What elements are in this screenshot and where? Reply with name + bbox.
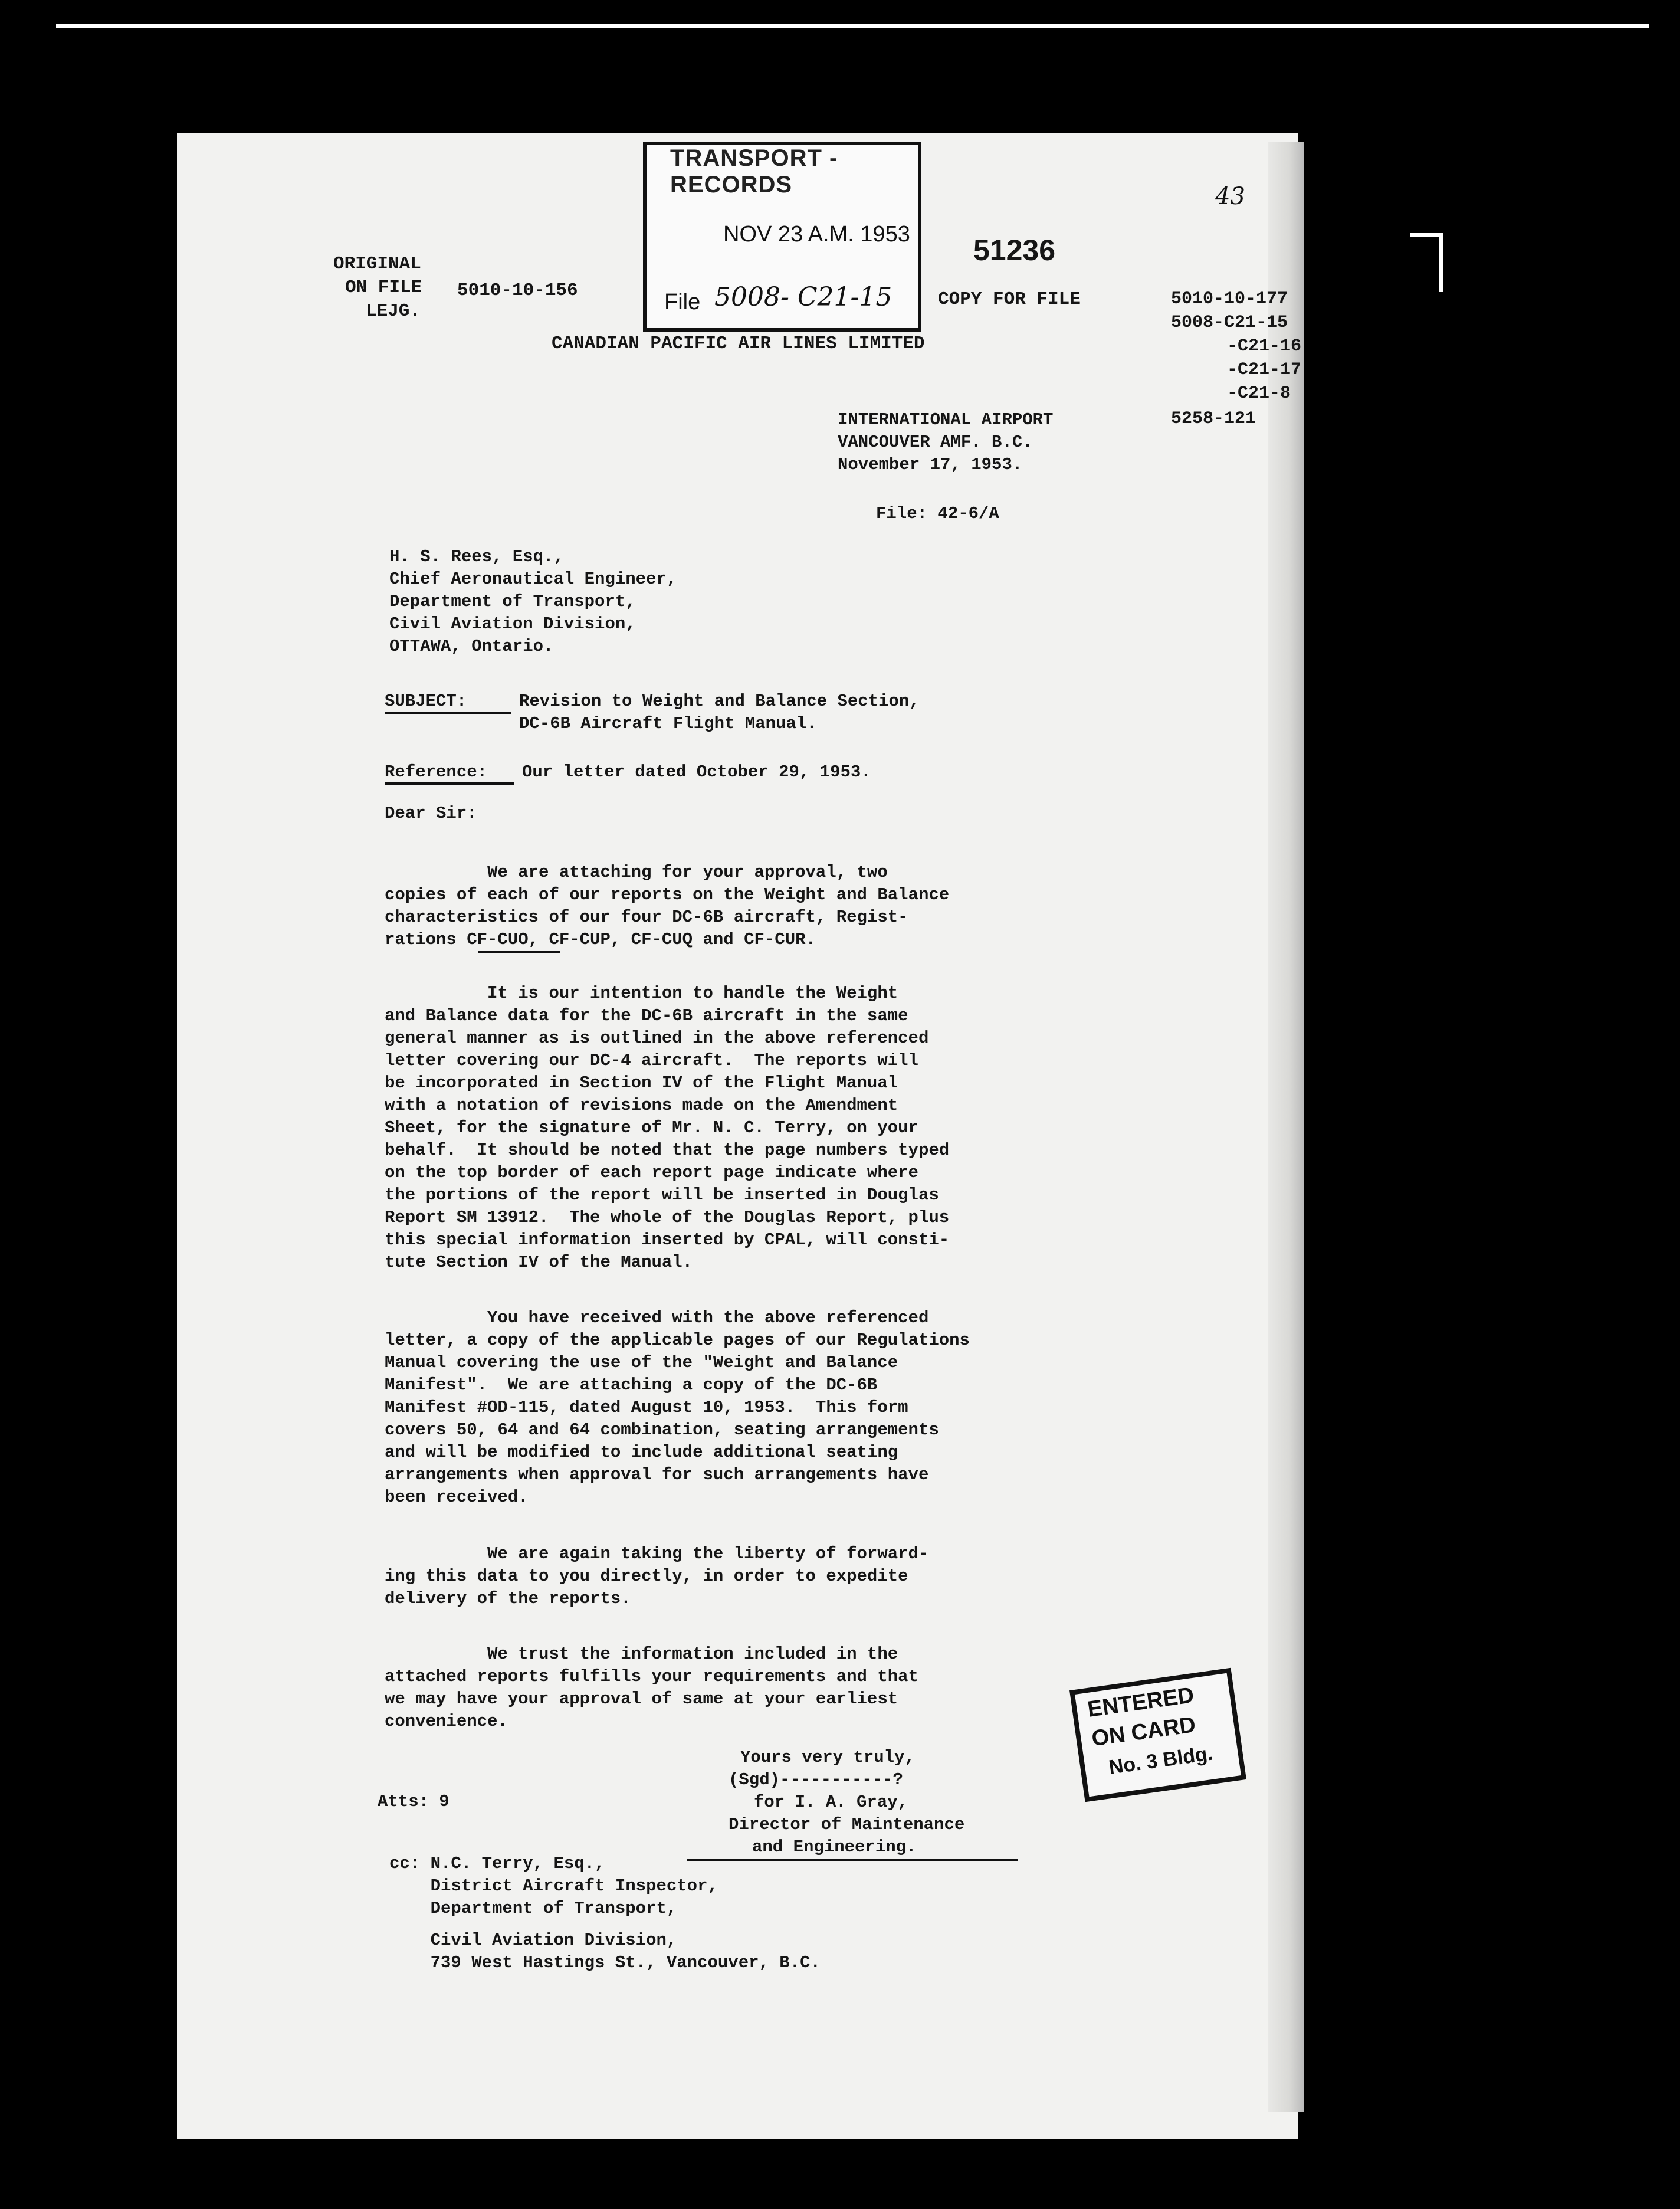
paragraph-line: arrangements when approval for such arrangements have <box>385 1465 929 1484</box>
paragraph-line: this special information inserted by CPAL, will consti- <box>385 1230 950 1250</box>
paragraph-line: tute Section IV of the Manual. <box>385 1253 693 1272</box>
recipient-line: Civil Aviation Division, <box>389 614 636 634</box>
paragraph-line: ing this data to you directly, in order to expedite <box>385 1566 908 1586</box>
recipient-line: Chief Aeronautical Engineer, <box>389 569 677 589</box>
top-right-handwritten-mark: 43 <box>1215 183 1245 210</box>
stamp-file-handwritten: 5008- C21-15 <box>714 282 892 312</box>
transport-records-stamp <box>643 142 921 332</box>
original-on-file-line-1: ORIGINAL <box>333 254 421 274</box>
recipient-line: OTTAWA, Ontario. <box>389 637 554 656</box>
paragraph-line: delivery of the reports. <box>385 1589 631 1608</box>
paragraph-line: and will be modified to include additional seating <box>385 1443 898 1462</box>
paragraph-line: We trust the information included in the <box>385 1644 898 1664</box>
paragraph-line: We are again taking the liberty of forward- <box>385 1544 929 1564</box>
cc-line: Civil Aviation Division, <box>389 1931 677 1950</box>
paragraph-line: attached reports fulfills your requirements and that <box>385 1667 918 1686</box>
paragraph-line: convenience. <box>385 1712 508 1731</box>
reference-underline <box>385 782 514 785</box>
reference-text: Our letter dated October 29, 1953. <box>522 762 871 782</box>
cc-line: District Aircraft Inspector, <box>389 1876 718 1896</box>
closing-signature: (Sgd)-----------? <box>729 1770 903 1790</box>
stamp-file-label: File <box>664 290 701 314</box>
paragraph-line: behalf. It should be noted that the page numbers typed <box>385 1140 950 1160</box>
file-ref-list-5: -C21-8 <box>1227 384 1291 404</box>
recipient-line: H. S. Rees, Esq., <box>389 547 564 566</box>
closing-for: for I. A. Gray, <box>754 1792 908 1812</box>
closing-title-2: and Engineering. <box>752 1837 917 1857</box>
paragraph-line: the portions of the report will be inserted in Douglas <box>385 1185 939 1205</box>
file-ref-list-6: 5258-121 <box>1171 409 1256 429</box>
attachments-count: Atts: 9 <box>378 1792 449 1811</box>
paragraph-line: Manifest". We are attaching a copy of the DC-6B <box>385 1375 878 1395</box>
cc-line: Department of Transport, <box>389 1899 677 1918</box>
stamp2-line-3: No. 3 Bldg. <box>1107 1742 1215 1779</box>
paragraph-line: letter, a copy of the applicable pages of our Regulations <box>385 1330 970 1350</box>
paragraph-line: been received. <box>385 1487 529 1507</box>
file-reference: File: 42-6/A <box>876 504 999 523</box>
closing-title-1: Director of Maintenance <box>729 1815 965 1834</box>
address-line-2: VANCOUVER AMF. B.C. <box>838 432 1033 452</box>
crop-mark <box>1410 233 1443 237</box>
paragraph-line: Sheet, for the signature of Mr. N. C. Terry, on your <box>385 1118 918 1138</box>
subject-line-1: Revision to Weight and Balance Section, <box>519 691 920 711</box>
address-line-1: INTERNATIONAL AIRPORT <box>838 410 1054 430</box>
stamp2-line-2: ON CARD <box>1090 1712 1197 1752</box>
paragraph-line: on the top border of each report page indicate where <box>385 1163 918 1182</box>
paragraph-line: general manner as is outlined in the above referenced <box>385 1028 929 1048</box>
attached-sheet-edge <box>1268 142 1304 2112</box>
paragraph-line: with a notation of revisions made on the Amendment <box>385 1096 898 1115</box>
subject-label: SUBJECT: <box>385 691 467 711</box>
entered-on-card-stamp <box>1069 1668 1246 1802</box>
paragraph-line: and Balance data for the DC-6B aircraft in the same <box>385 1006 908 1025</box>
paragraph-line: Report SM 13912. The whole of the Douglas Report, plus <box>385 1208 950 1227</box>
paragraph-line: letter covering our DC-4 aircraft. The reports will <box>385 1051 918 1070</box>
file-ref-list-1: 5010-10-177 <box>1171 289 1288 309</box>
subject-line-2: DC-6B Aircraft Flight Manual. <box>519 714 817 733</box>
paragraph-line: rations CF-CUO, CF-CUP, CF-CUQ and CF-CUR. <box>385 930 816 949</box>
signature-underline <box>687 1859 1018 1861</box>
paragraph-line: characteristics of our four DC-6B aircraft, Regist- <box>385 907 908 927</box>
paragraph-line: we may have your approval of same at your earliest <box>385 1689 898 1709</box>
letterhead: CANADIAN PACIFIC AIR LINES LIMITED <box>552 333 925 354</box>
paragraph-line: It is our intention to handle the Weight <box>385 984 898 1003</box>
paragraph-line: covers 50, 64 and 64 combination, seating arrangements <box>385 1420 939 1440</box>
reference-label: Reference: <box>385 762 488 782</box>
letter-date: November 17, 1953. <box>838 455 1023 474</box>
stamp-date: NOV 23 A.M. 1953 <box>723 222 910 247</box>
original-on-file-line-2: ON FILE <box>345 277 422 298</box>
paragraph-line: Manual covering the use of the "Weight and Balance <box>385 1353 898 1372</box>
original-file-number: 5010-10-156 <box>457 280 578 301</box>
file-ref-list-4: -C21-17 <box>1227 360 1302 380</box>
closing-yours-truly: Yours very truly, <box>740 1748 915 1767</box>
recipient-line: Department of Transport, <box>389 592 636 611</box>
document-number: 51236 <box>973 234 1056 267</box>
copy-for-file-label: COPY FOR FILE <box>938 289 1081 310</box>
file-ref-list-2: 5008-C21-15 <box>1171 313 1288 333</box>
handwritten-underline-cf-cuo <box>478 951 560 953</box>
stamp-title: TRANSPORT - RECORDS <box>670 145 838 198</box>
paragraph-line: We are attaching for your approval, two <box>385 863 888 882</box>
paragraph-line: You have received with the above referenced <box>385 1308 929 1328</box>
film-frame-top-left <box>56 24 1649 28</box>
paragraph-line: copies of each of our reports on the Weight and Balance <box>385 885 950 904</box>
file-ref-list-3: -C21-16 <box>1227 336 1302 356</box>
paragraph-line: Manifest #OD-115, dated August 10, 1953. This form <box>385 1398 908 1417</box>
salutation: Dear Sir: <box>385 804 477 823</box>
crop-mark <box>1439 233 1443 292</box>
cc-line: cc: N.C. Terry, Esq., <box>389 1854 605 1873</box>
original-on-file-line-3: LEJG. <box>366 301 421 322</box>
subject-underline <box>385 712 511 714</box>
stamp2-line-1: ENTERED <box>1086 1683 1196 1722</box>
cc-line: 739 West Hastings St., Vancouver, B.C. <box>389 1953 821 1972</box>
paragraph-line: be incorporated in Section IV of the Flight Manual <box>385 1073 898 1093</box>
